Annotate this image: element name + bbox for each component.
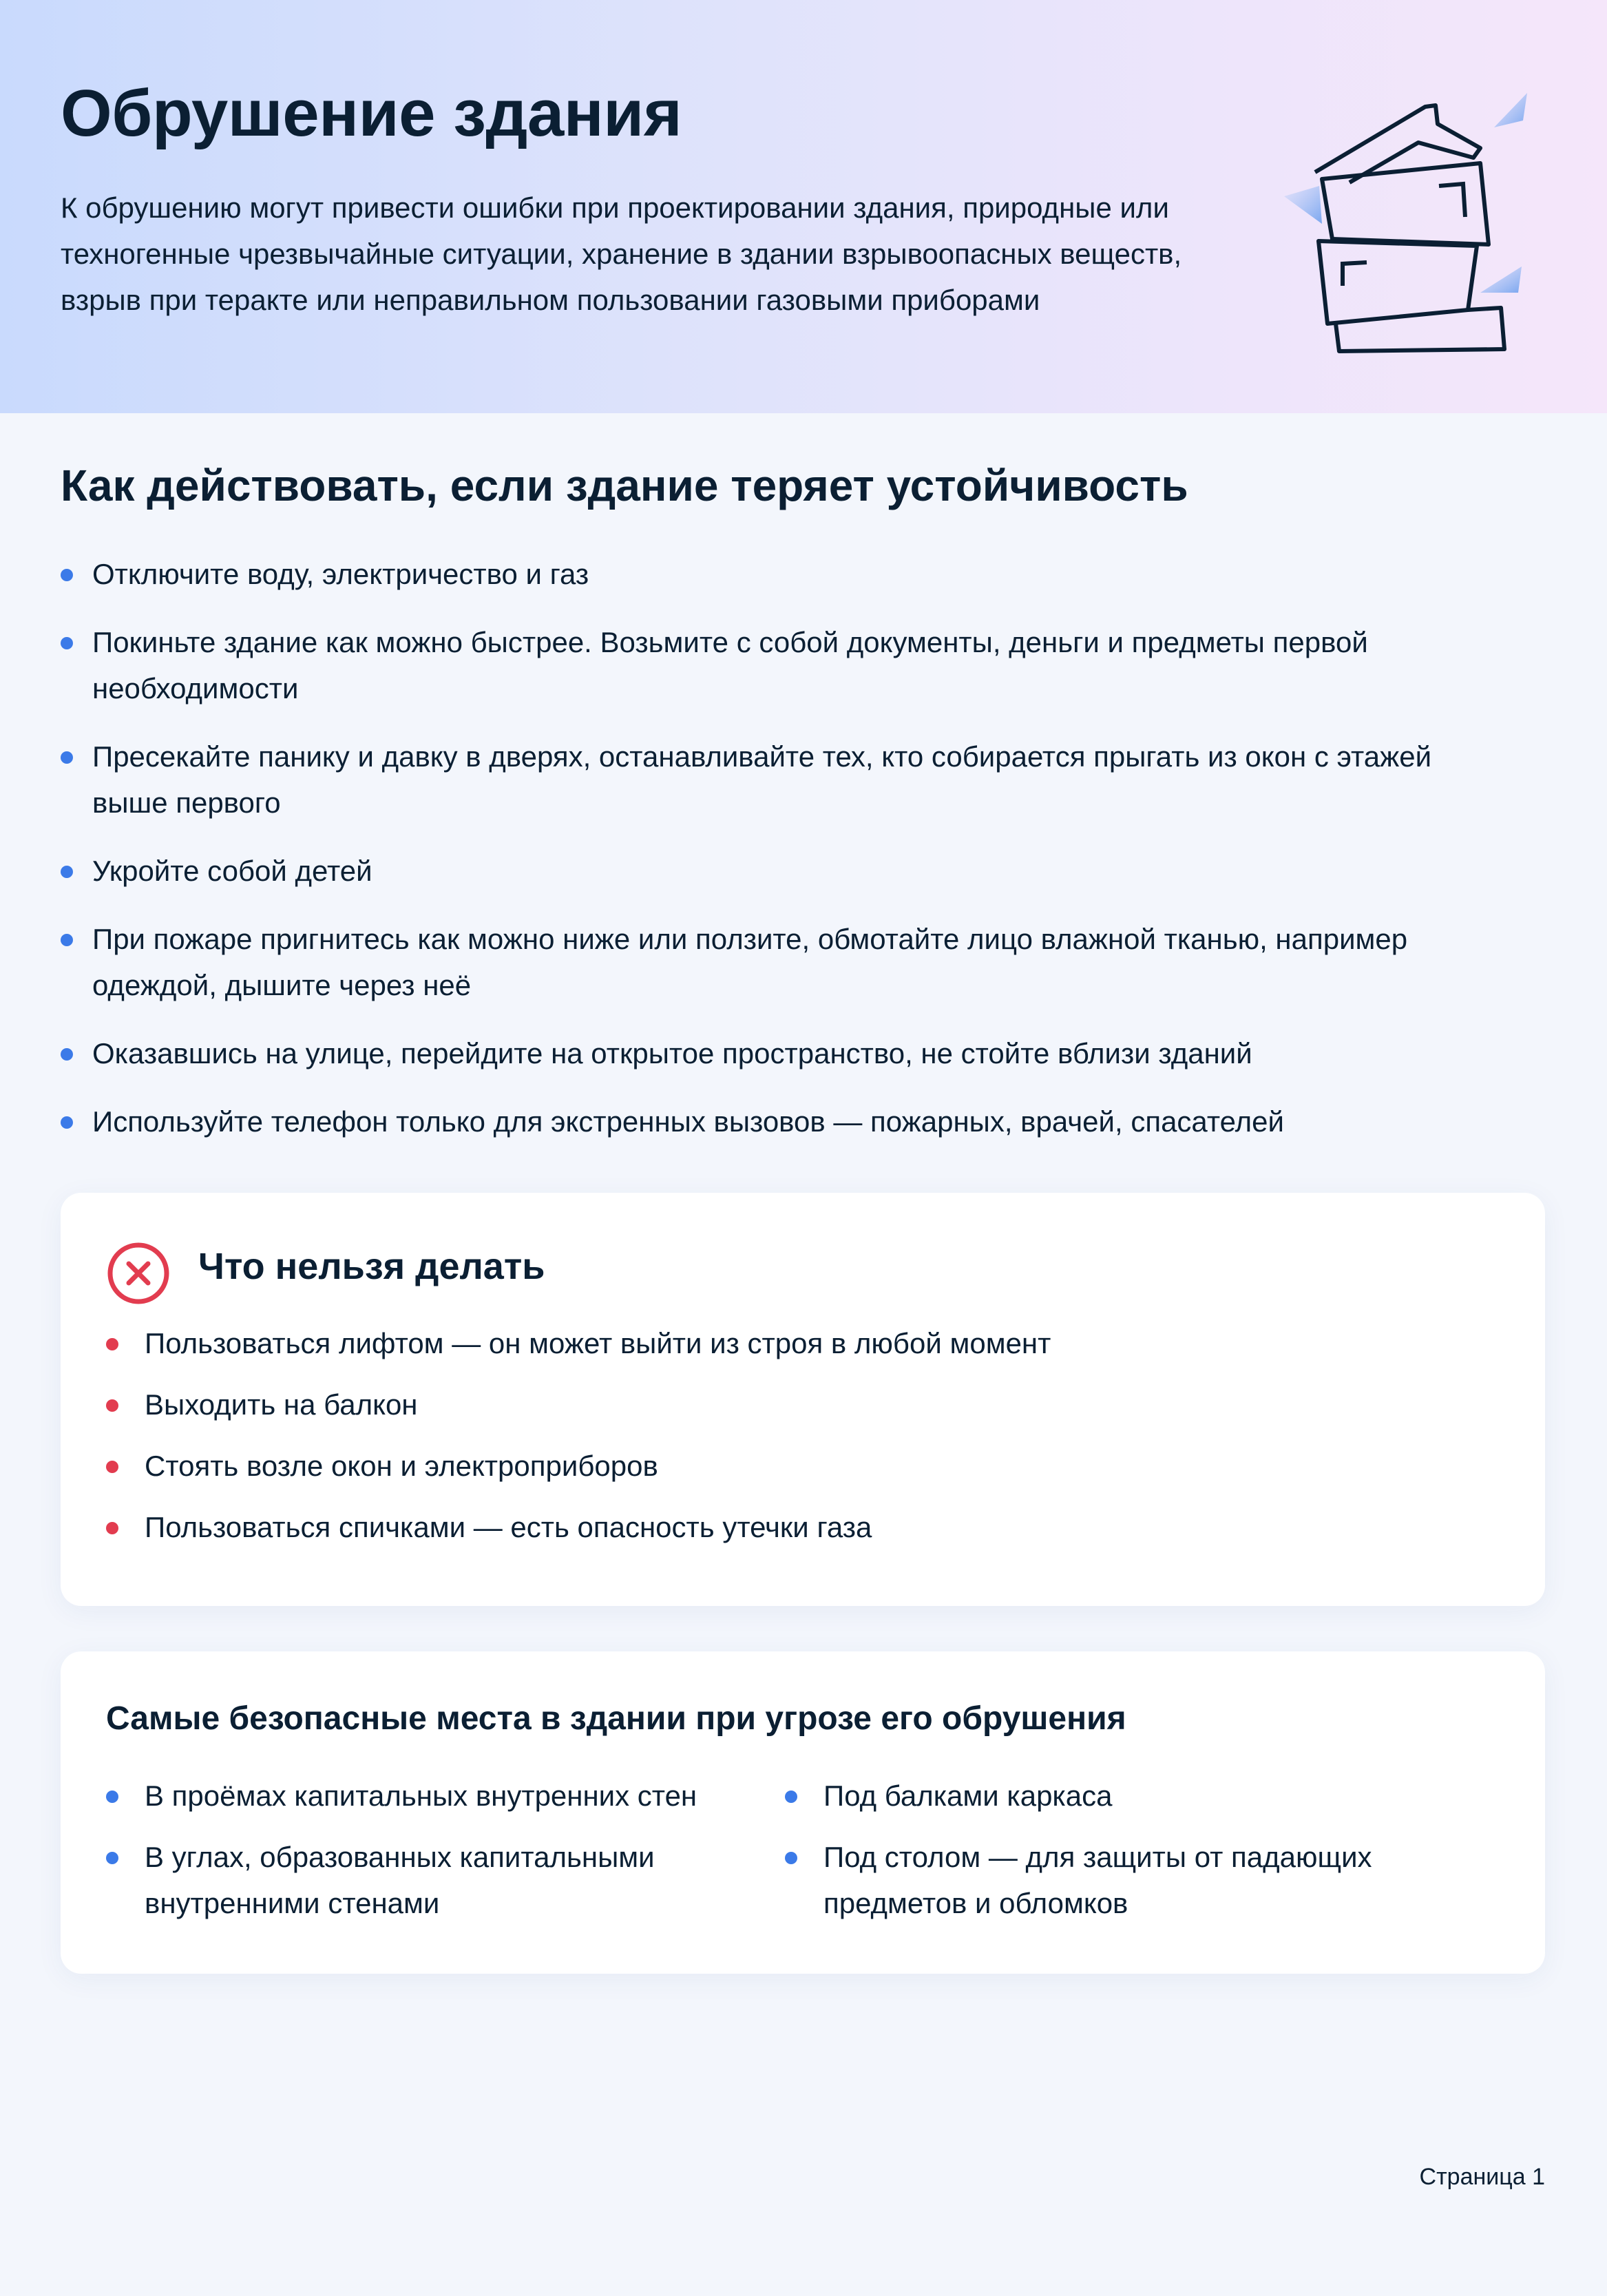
page-number: Страница 1 [1419,2164,1545,2190]
list-item: Под балками каркаса [785,1773,1473,1819]
list-item: Пользоваться лифтом — он может выйти из строя в любой момент [106,1320,1483,1366]
list-item: Покиньте здание как можно быстрее. Возьмите с собой документы, деньги и предметы первой необходимости [61,619,1438,711]
dont-list [106,1320,1483,1565]
list-item: Стоять возле окон и электроприборов [106,1443,1483,1489]
safe-places-column-2 [785,1773,1473,1941]
actions-list [61,551,1438,1167]
intro-text: К обрушению могут привести ошибки при проектировании здания, природные или техногенные чрезвычайные ситуации, хранение в здании взрывоопасных веществ, взрыв при теракте или неправильном пользовании газовыми приборами [61,191,1182,316]
header-banner [0,0,1607,413]
list-item: В углах, образованных капитальными внутренними стенами [106,1834,753,1926]
dont-heading: Что нельзя делать [198,1246,545,1287]
list-item: Используйте телефон только для экстренных вызовов — пожарных, врачей, спасателей [61,1098,1438,1145]
list-item: Под столом — для защиты от падающих предметов и обломков [785,1834,1473,1926]
list-item: В проёмах капитальных внутренних стен [106,1773,753,1819]
safe-places-heading: Самые безопасные места в здании при угрозе его обрушения [106,1700,1126,1737]
list-item: Пользоваться спичками — есть опасность утечки газа [106,1504,1483,1550]
dont-card [61,1193,1545,1606]
list-item: Оказавшись на улице, перейдите на открытое пространство, не стойте вблизи зданий [61,1030,1438,1076]
safe-places-column-1 [106,1773,753,1941]
list-item: При пожаре пригнитесь как можно ниже или ползите, обмотайте лицо влажной тканью, например одеждой, дышите через неё [61,916,1438,1008]
collapsing-house-icon [1274,86,1529,362]
safe-places-card [61,1651,1545,1974]
list-item: Укройте собой детей [61,848,1438,894]
list-item: Пресекайте панику и давку в дверях, останавливайте тех, кто собирается прыгать из окон с этажей выше первого [61,733,1438,826]
cross-circle-icon [106,1241,171,1306]
list-item: Отключите воду, электричество и газ [61,551,1438,597]
page-title: Обрушение здания [61,76,682,150]
list-item: Выходить на балкон [106,1381,1483,1428]
actions-heading: Как действовать, если здание теряет устойчивость [61,461,1188,510]
